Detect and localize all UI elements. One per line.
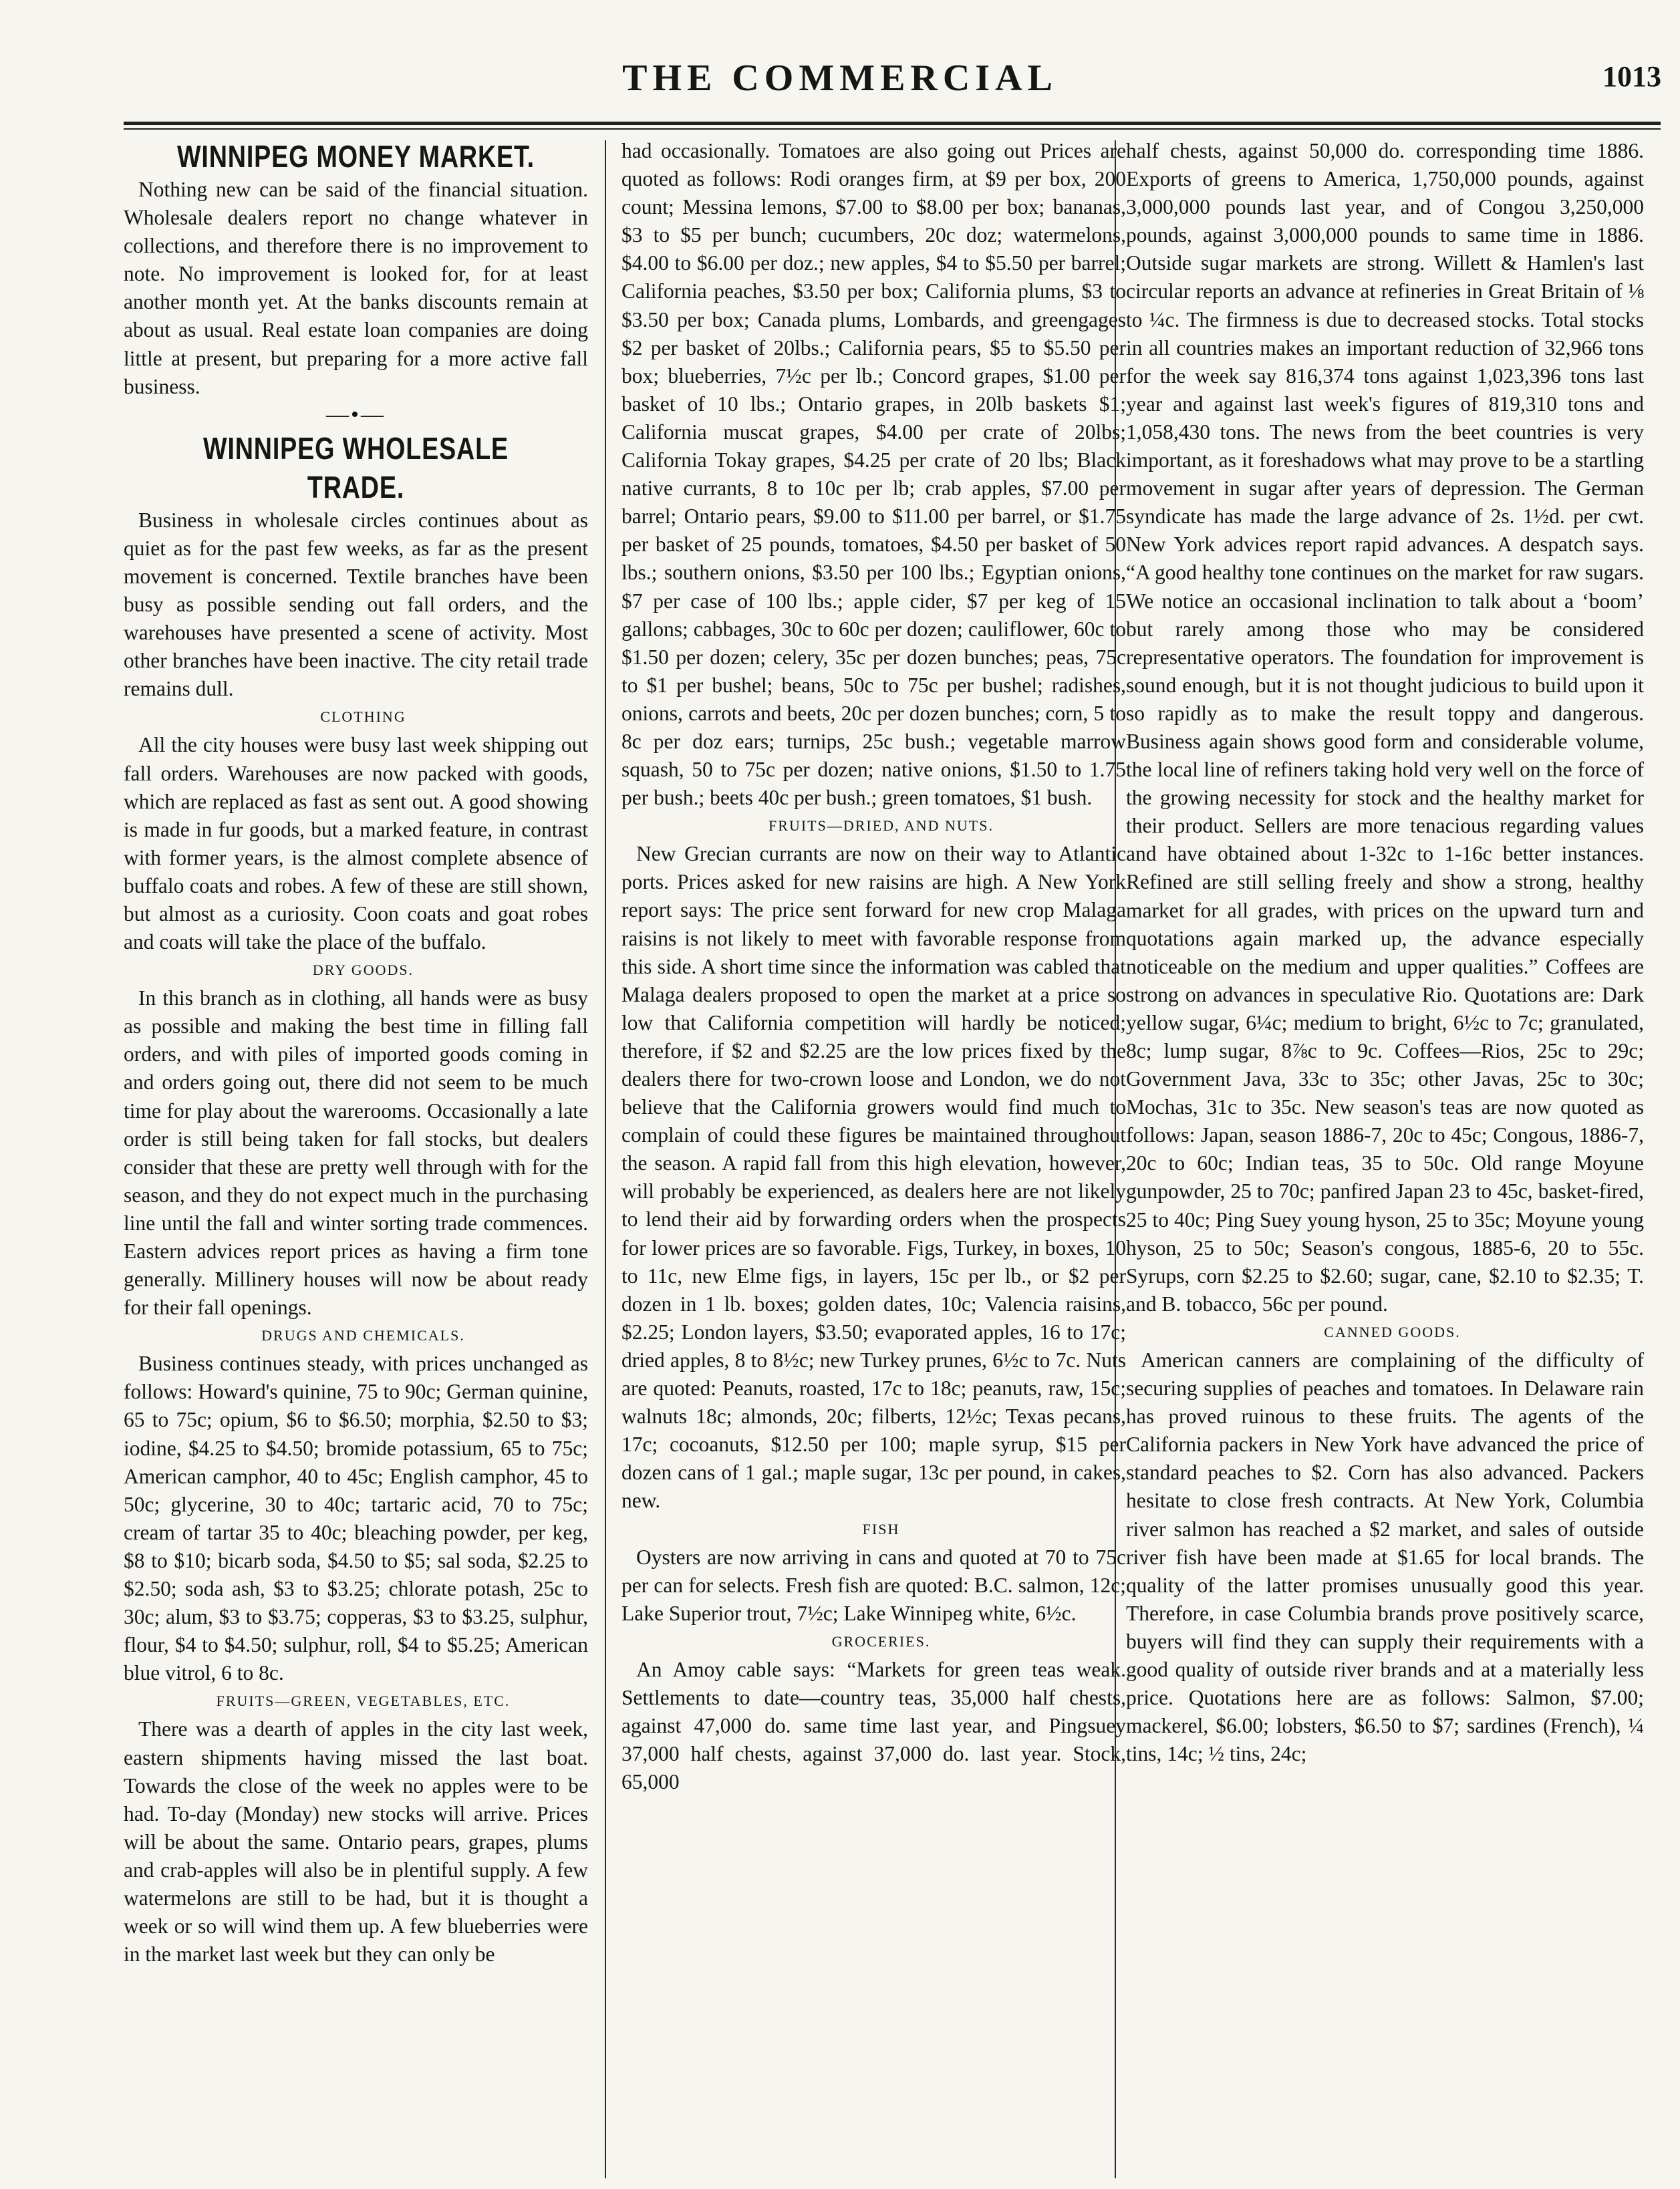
- page-number: 1013: [1602, 60, 1661, 93]
- journal-title: THE COMMERCIAL: [622, 57, 1058, 99]
- section-ornament: —•—: [326, 402, 386, 427]
- dry-goods-body: In this branch as in clothing, all hands were as busy as possible and making the best time in filling fall orders, and with piles of imported goods coming in and orders going out, there did not seem to be much time for play about the warerooms. Occasionally a late order is still being taken for fall stocks, but dealers consider that these are pretty well through with for the season, and they do not expect much in the purchasing line until the fall and winter sorting trade commences. Eastern advices report prices as having a firm tone generally. Millinery houses will now be about ready for their fall openings.: [124, 986, 588, 1320]
- masthead: [0, 57, 1680, 104]
- fish-body: Oysters are now arriving in cans and quoted at 70 to 75c per can for selects. Fresh fish are quoted: B.C. salmon, 12c; Lake Superior trout, 7½c; Lake Winnipeg white, 6½c.: [621, 1545, 1126, 1625]
- canned-goods-body: American canners are complaining of the difficulty of securing supplies of peaches and tomatoes. In Delaware rain has proved ruinous to these fruits. The agents of the California packers in New York have advanced the price of standard peaches to $2. Corn has also advanced. Packers hesitate to close fresh contracts. At New York, Columbia river salmon has reached a $2 market, and sales of outside river fish have been made at $1.65 for local brands. The quality of the latter promises unusually good this year. Therefore, in case Columbia brands prove positively scarce, buyers will find they can supply their requirements with a good quality of outside river brands and at a materially less price. Quotations here are as follows: Salmon, $7.00; mackerel, $6.00; lobsters, $6.50 to $7; sardines (French), ¼ tins, 14c; ½ tins, 24c;: [1126, 1348, 1644, 1766]
- drugs-body: Business continues steady, with prices unchanged as follows: Howard's quinine, 75 to 90c; German quinine, 65 to 75c; opium, $6 to $6.50; morphia, $2.50 to $3; iodine, $4.25 to $4.50; bromide potassium, 65 to 75c; American camphor, 40 to 45c; English camphor, 45 to 50c; glycerine, 30 to 40c; tartaric acid, 70 to 75c; cream of tartar 35 to 40c; bleaching powder, per keg, $8 to $10; bicarb soda, $4.50 to $5; sal soda, $2.25 to $2.50; soda ash, $3 to $3.25; chlorate potash, 25c to 30c; alum, $3 to $3.75; copperas, $3 to $3.25, sulphur, flour, $4 to $4.50; sulphur, roll, $4 to $5.25; American blue vitrol, 6 to 8c.: [124, 1352, 588, 1685]
- money-market-headline: WINNIPEG MONEY MARKET.: [177, 139, 535, 174]
- dry-goods-subhead: DRY GOODS.: [312, 962, 414, 979]
- wholesale-trade-headline: WINNIPEG WHOLESALE TRADE.: [203, 430, 509, 504]
- column-divider: [605, 140, 606, 2178]
- groceries-continued: half chests, against 50,000 do. corresponding time 1886. Exports of greens to America, 1,750,000 pounds, against 3,000,000 pounds last year, and of Congou 3,250,000 pounds, against 3,000,000 pounds to same time in 1886. Outside sugar markets are strong. Willett & Hamlen's last circular reports an advance at refineries in Great Britain of ⅛ to ¼c. The firmness is due to decreased stocks. Total stocks in all countries makes an important reduction of 32,966 tons for the week say 816,374 tons against 1,023,396 tons last year and against last week's figures of 819,310 tons and 1,058,430 tons. The news from the beet countries is very important, as it foreshadows what may prove to be a startling movement in sugar after years of depression. The German syndicate has made the large advance of 2s. 1½d. per cwt. New York advices report rapid advances. A despatch says. “A good healthy tone continues on the market for raw sugars. We notice an occasional inclination to talk about a ‘boom’ but rarely among those who may be considered representative operators. The foundation for improvement is sound enough, but it is not thought judicious to build upon it so rapidly as to make the result toppy and dangerous. Business again shows good form and considerable volume, the local line of refiners taking hold very well on the force of the growing necessity for stock and the healthy market for their product. Sellers are more tenacious regarding values and have obtained about 1-32c to 1-16c better instances. Refined are still selling freely and show a strong, healthy market for all grades, with prices on the upward turn and quotations again marked up, the advance especially noticeable on the medium and upper qualities.” Coffees are strong on advances in speculative Rio. Quotations are: Dark yellow sugar, 6¼c; medium to bright, 6½c to 7c; granulated, 8c; lump sugar, 8⅞c to 9c. Coffees—Rios, 25c to 29c; Government Java, 33c to 35c; other Javas, 25c to 30c; Mochas, 31c to 35c. New season's teas are now quoted as follows: Japan, season 1886-7, 20c to 45c; Congous, 1886-7, 20c to 60c; Indian teas, 35 to 50c. Old range Moyune gunpowder, 25 to 70c; panfired Japan 23 to 45c, basket-fired, 25 to 40c; Ping Suey young hyson, 25 to 35c; Moyune young hyson, 25 to 50c; Season's congous, 1885-6, 20 to 55c. Syrups, corn $2.25 to $2.60; sugar, cane, $2.10 to $2.35; T. and B. tobacco, 56c per pound.: [1126, 139, 1644, 1316]
- clothing-body: All the city houses were busy last week shipping out fall orders. Warehouses are now packed with goods, which are replaced as fast as sent out. A good showing is made in fur goods, but a marked feature, in contrast with former years, is the almost complete absence of buffalo coats and robes. A few of these are still shown, but almost as a curiosity. Coon coats and goat robes and coats will take the place of the buffalo.: [124, 733, 588, 954]
- clothing-subhead: CLOTHING: [320, 708, 406, 726]
- header-rule-thin: [124, 128, 1661, 130]
- dried-fruits-subhead: FRUITS—DRIED, AND NUTS.: [768, 817, 994, 835]
- column-1: [124, 137, 588, 2178]
- column-3: [1126, 137, 1644, 2178]
- column-2: [621, 137, 1126, 2178]
- money-market-body: Nothing new can be said of the financial situation. Wholesale dealers report no change whatever in collections, and therefore there is no improvement to note. No improvement is looked for, for at least another month yet. At the banks discounts remain at about as usual. Real estate loan companies are doing little at present, but preparing for a more active fall business.: [124, 178, 588, 398]
- fruits-green-continued: had occasionally. Tomatoes are also going out Prices are quoted as follows: Rodi oranges firm, at $9 per box, 200 count; Messina lemons, $7.00 to $8.00 per box; bananas, $3 to $5 per bunch; cucumbers, 20c doz; watermelons, $4.00 to $6.00 per doz.; new apples, $4 to $5.50 per barrel; California peaches, $3.50 per box; California plums, $3 to $3.50 per box; Canada plums, Lombards, and greengages $2 per basket of 20lbs.; California pears, $5 to $5.50 per box; blueberries, 7½c per lb.; Concord grapes, $1.00 per basket of 10 lbs.; Ontario grapes, in 20lb baskets $1; California muscat grapes, $4.00 per crate of 20lbs; California Tokay grapes, $4.25 per crate of 20 lbs; Black native currants, 8 to 10c per lb; crab apples, $7.00 per barrel; Ontario pears, $9.00 to $11.00 per barrel, or $1.75 per basket of 25 pounds, tomatoes, $4.50 per basket of 50 lbs.; southern onions, $3.50 per 100 lbs.; Egyptian onions, $7 per case of 100 lbs.; apple cider, $7 per keg of 15 gallons; cabbages, 30c to 60c per dozen; cauliflower, 60c to $1.50 per dozen; celery, 35c per dozen bunches; peas, 75c to $1 per bushel; beans, 50c to 75c per bushel; radishes, onions, carrots and beets, 20c per dozen bunches; corn, 5 to 8c per doz ears; turnips, 25c bush.; vegetable marrow squash, 50 to 75c per dozen; native onions, $1.50 to 1.75 per bush.; beets 40c per bush.; green tomatoes, $1 bush.: [621, 139, 1126, 810]
- fruits-green-body: There was a dearth of apples in the city last week, eastern shipments having missed the last boat. Towards the close of the week no apples were to be had. To-day (Monday) new stocks will arrive. Prices will be about the same. Ontario pears, grapes, plums and crab-apples will also be in plentiful supply. A few watermelons are still to be had, but it is thought a week or so will wind them up. A few blueberries were in the market last week but they can only be: [124, 1717, 588, 1966]
- dried-fruits-body: New Grecian currants are now on their way to Atlantic ports. Prices asked for new raisins are high. A New York report says: The price sent forward for new crop Malaga raisins is not likely to meet with favorable response from this side. A short time since the information was cabled that Malaga dealers proposed to open the market at a price so low that California competition will hardly be noticed; therefore, if $2 and $2.25 are the low prices fixed by the dealers there for two-crown loose and London, we do not believe that the California growers would find much to complain of could these figures be maintained throughout the season. A rapid fall from this high elevation, however, will probably be experienced, as dealers here are not likely to lend their aid by forwarding orders when the prospects for lower prices are so favorable. Figs, Turkey, in boxes, 10 to 11c, new Elme figs, in layers, 15c per lb., or $2 per dozen in 1 lb. boxes; golden dates, 10c; Valencia raisins, $2.25; London layers, $3.50; evaporated apples, 16 to 17c; dried apples, 8 to 8½c; new Turkey prunes, 6½c to 7c. Nuts are quoted: Peanuts, roasted, 17c to 18c; peanuts, raw, 15c; walnuts 18c; almonds, 20c; filberts, 12½c; Texas pecans, 17c; cocoanuts, $12.50 per 100; maple syrup, $15 per dozen cans of 1 gal.; maple sugar, 13c per pound, in cakes, new.: [621, 842, 1126, 1513]
- canned-goods-subhead: CANNED GOODS.: [1324, 1323, 1461, 1340]
- groceries-body: An Amoy cable says: “Markets for green teas weak. Settlements to date—country teas, 35,000 half chests, against 47,000 do. same time last year, and Pingsuey 37,000 half chests, against 37,000 do. last year. Stock, 65,000: [621, 1657, 1126, 1794]
- drugs-subhead: DRUGS AND CHEMICALS.: [261, 1327, 465, 1344]
- header-rule: [124, 122, 1661, 125]
- groceries-subhead: GROCERIES.: [831, 1632, 931, 1650]
- fish-subhead: FISH: [862, 1520, 900, 1538]
- wholesale-intro: Business in wholesale circles continues about as quiet as for the past few weeks, as far as the present movement is concerned. Textile branches have been busy as possible sending out fall orders, and the warehouses have presented a scene of activity. Most other branches have been inactive. The city retail trade remains dull.: [124, 508, 588, 701]
- fruits-green-subhead: FRUITS—GREEN, VEGETABLES, ETC.: [216, 1693, 511, 1710]
